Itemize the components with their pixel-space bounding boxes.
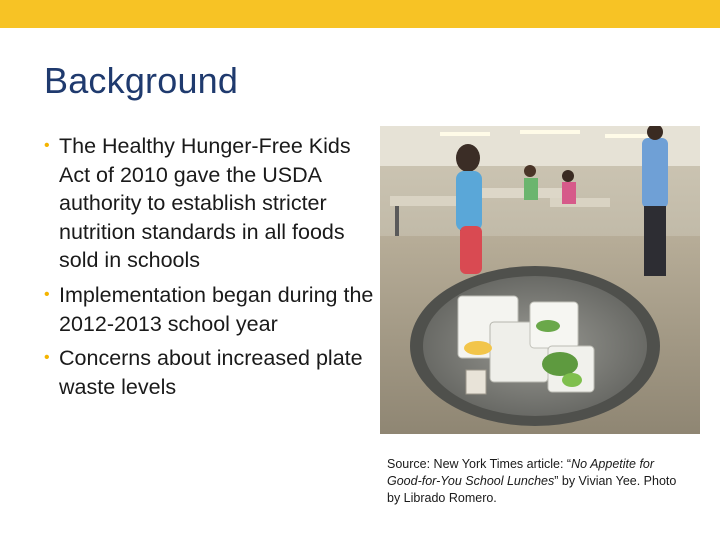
bullet-item — [44, 281, 374, 338]
caption-suffix: ” by Vivian Yee. Photo by Librado Romero. — [387, 474, 677, 505]
caption-article-title: No Appetite for Good-for-You School Lunches — [387, 457, 655, 488]
bullet-item — [44, 344, 374, 401]
top-accent-bar — [0, 0, 720, 28]
bullet-icon: • — [44, 349, 50, 367]
photo-caption — [387, 456, 687, 507]
bullet-text: Concerns about increased plate waste levels — [59, 346, 363, 399]
bullet-list — [44, 132, 374, 407]
bullet-text: Implementation began during the 2012-2013 school year — [59, 282, 374, 336]
caption-prefix: Source: New York Times article: “ — [387, 457, 572, 471]
bullet-text: The Healthy Hunger-Free Kids Act of 2010 gave the USDA authority to establish stricter nutrition standards in all foods sold in schools — [59, 134, 351, 273]
bullet-icon: • — [44, 285, 50, 303]
cafeteria-trash-photo — [380, 126, 700, 434]
bullet-item — [44, 132, 374, 275]
bullet-icon: • — [44, 137, 50, 154]
slide-title: Background — [44, 60, 239, 101]
